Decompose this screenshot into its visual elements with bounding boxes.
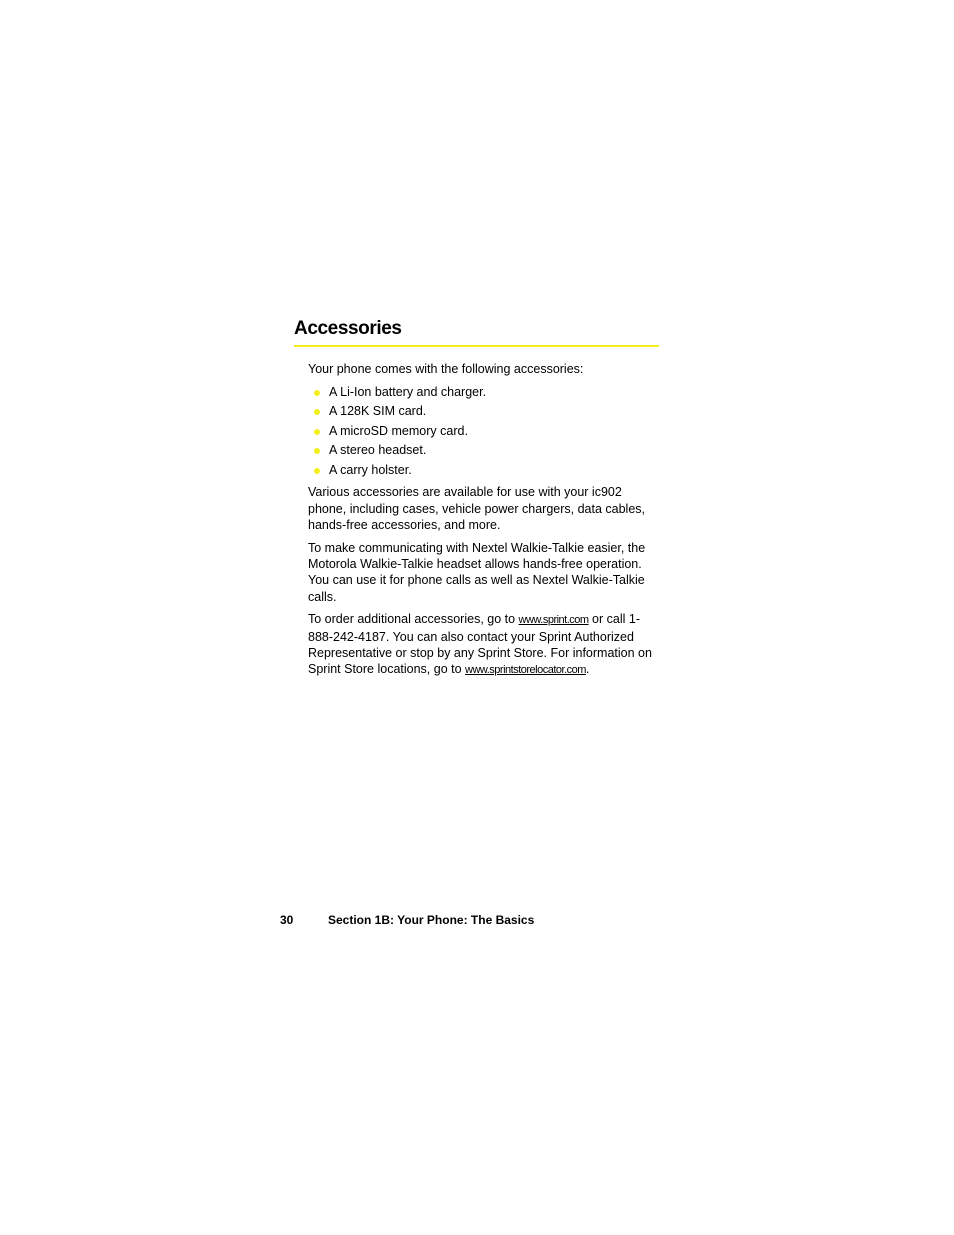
list-item: [308, 384, 660, 400]
order-paragraph: [308, 611, 660, 678]
list-item-text: A stereo headset.: [329, 443, 427, 458]
bullet-icon: [314, 429, 320, 435]
list-item: [308, 462, 660, 478]
list-item-text: A 128K SIM card.: [329, 404, 427, 419]
body-content: [308, 361, 660, 685]
bullet-icon: [314, 390, 320, 396]
bullet-icon: [314, 468, 320, 474]
bullet-icon: [314, 448, 320, 454]
page-footer: [280, 912, 534, 928]
order-text-1: To order additional accessories, go to: [308, 612, 519, 627]
list-item: [308, 442, 660, 458]
bullet-icon: [314, 409, 320, 415]
order-text-2: or call 1-888-242-4187. You can also contact your Sprint Authorized Representative or stop by any Sprint Store. For information on Sprint Store locations, go to: [308, 612, 652, 677]
section-title: Section 1B: Your Phone: The Basics: [328, 913, 535, 927]
accessories-list: [308, 384, 660, 478]
page-number: 30: [280, 913, 294, 927]
various-accessories-paragraph: Various accessories are available for use with your ic902 phone, including cases, vehicle power chargers, data cables, hands-free accessories, and more.: [308, 485, 646, 532]
order-text-3: .: [585, 662, 590, 677]
list-item-text: A microSD memory card.: [329, 423, 468, 438]
page-title: Accessories: [294, 316, 659, 347]
intro-text: Your phone comes with the following accessories:: [308, 362, 584, 376]
list-item: [308, 423, 660, 439]
store-locator-link[interactable]: www.sprintstorelocator.com: [465, 664, 586, 677]
list-item-text: A Li-Ion battery and charger.: [329, 384, 487, 399]
sprint-link[interactable]: www.sprint.com: [518, 614, 589, 627]
list-item-text: A carry holster.: [329, 462, 412, 477]
walkie-talkie-paragraph: To make communicating with Nextel Walkie-Talkie easier, the Motorola Walkie-Talkie headset allows hands-free operation. You can use it for phone calls as well as Nextel Walkie-Talkie calls.: [308, 540, 646, 604]
list-item: [308, 403, 660, 419]
